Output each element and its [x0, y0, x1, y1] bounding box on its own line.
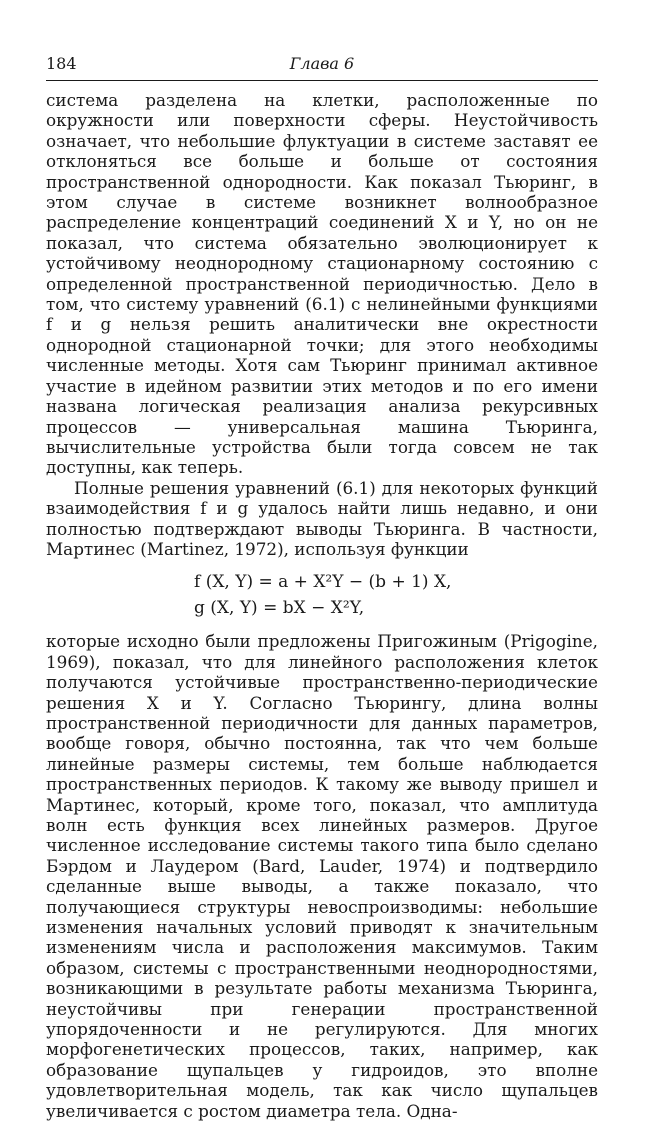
- page-number: 184: [46, 54, 77, 73]
- header-rule: [46, 80, 598, 81]
- body-text: [46, 90, 598, 1121]
- equation-g: g (X, Y) = bX − X²Y,: [194, 598, 365, 619]
- equation-f: f (X, Y) = a + X²Y − (b + 1) X,: [194, 572, 452, 593]
- book-page: [46, 0, 598, 1121]
- paragraph-1: система разделена на клетки, расположенные по окружности или поверхности сферы. Неустойчивость означает, что небольшие флуктуации в системе заставят ее отклоняться все больше и больше от состояния пространственной однородности. Как показал Тьюринг, в этом случае в системе возникнет волнообразное распределение концентраций соединений X и Y, но он не показал, что система обязательно эволюционирует к устойчивому неоднородному стационарному состоянию с определенной пространственной периодичностью. Дело в том, что систему уравнений (6.1) с нелинейными функциями f и g нельзя решить аналитически вне окрестности однородной стационарной точки; для этого необходимы численные методы. Хотя сам Тьюринг принимал активное участие в идейном развитии этих методов и по его имени названа логическая реализация анализа рекурсивных процессов — универсальная машина Тьюринга, вычислительные устройства были тогда совсем не так доступны, как теперь.: [46, 90, 598, 478]
- paragraph-3: которые исходно были предложены Пригожиным (Prigogine, 1969), показал, что для линейного расположения клеток получаются устойчивые пространственно-периодические решения X и Y. Согласно Тьюрингу, длина волны пространственной периодичности для данных параметров, вообще говоря, обычно постоянна, так что чем больше линейные размеры системы, тем больше наблюдается пространственных периодов. К такому же выводу пришел и Мартинес, который, кроме того, показал, что амплитуда волн есть функция всех линейных размеров. Другое численное исследование системы такого типа было сделано Бэрдом и Лаудером (Bard, Lauder, 1974) и подтвердило сделанные выше выводы, а также показало, что получающиеся структуры невоспроизводимы: небольшие изменения начальных условий приводят к значительным изменениям числа и расположения максимумов. Таким образом, системы с пространственными неоднородностями, возникающими в результате работы механизма Тьюринга, неустойчивы при генерации пространственной упорядоченности и не регулируются. Для многих морфогенетических процессов, таких, например, как образование щупальцев у гидроидов, это вполне удовлетворительная модель, так как число щупальцев увеличивается с ростом диаметра тела. Одна-: [46, 631, 598, 1121]
- running-head: [46, 54, 598, 78]
- equation-block: [194, 569, 598, 621]
- chapter-title: Глава 6: [289, 54, 355, 73]
- paragraph-2: Полные решения уравнений (6.1) для некоторых функций взаимодействия f и g удалось найти лишь недавно, и они полностью подтверждают выводы Тьюринга. В частности, Мартинес (Martinez, 1972), используя функции: [46, 477, 598, 559]
